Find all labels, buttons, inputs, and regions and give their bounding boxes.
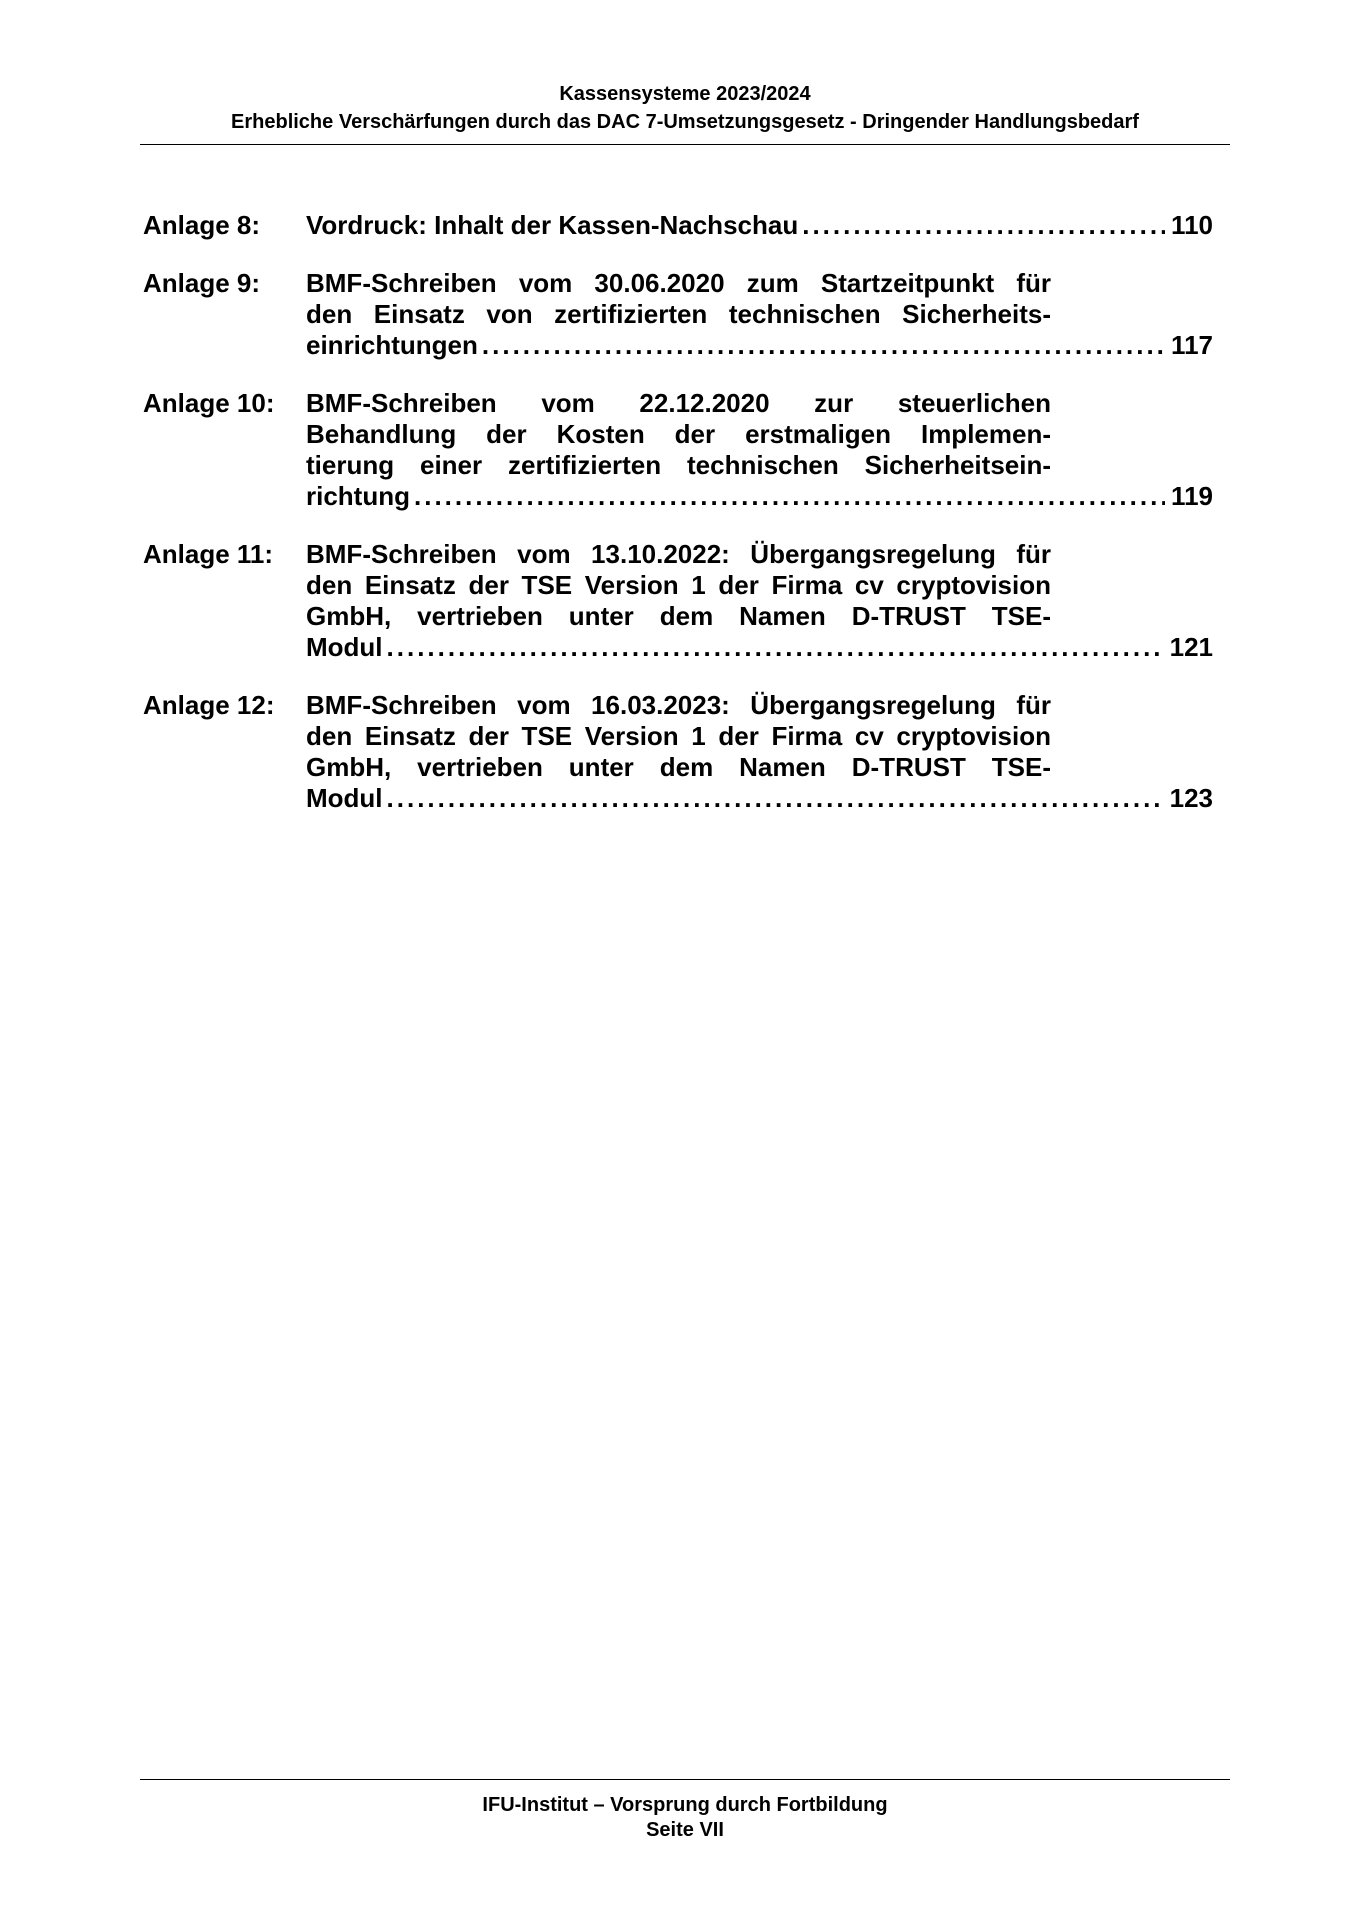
dot-leader [482,330,1165,361]
page-header [140,80,1230,136]
toc-entry[interactable] [143,210,1213,241]
toc-entry[interactable] [143,268,1213,361]
table-of-contents [143,210,1213,841]
toc-entry[interactable] [143,690,1213,814]
page-number-label: Seite VII [646,1819,724,1841]
toc-entry-body [306,388,1213,512]
toc-entry-text-line: richtung [306,481,410,511]
dot-leader [802,210,1165,241]
toc-page-number[interactable]: 121 [1169,632,1213,662]
header-divider [140,144,1230,145]
toc-entry-text-line: BMF-Schreiben vom 30.06.2020 zum Startzeitpunkt für [306,268,1051,298]
toc-entry-text-line: BMF-Schreiben vom 13.10.2022: Übergangsregelung für [306,539,1051,569]
toc-entry-text-line: tierung einer zertifizierten technischen Sicherheitsein- [306,450,1051,480]
toc-entry-body [306,539,1213,663]
toc-entry-text-line: den Einsatz der TSE Version 1 der Firma cv cryptovision [306,570,1051,600]
toc-page-number[interactable]: 117 [1171,330,1213,360]
toc-entry-text-line: Modul [306,783,383,813]
footer-institute: IFU-Institut – Vorsprung durch Fortbildung [482,1794,888,1816]
toc-entry-body [306,210,1213,241]
toc-entry-label: Anlage 11: [143,539,274,569]
footer-divider [140,1779,1230,1780]
toc-entry-label: Anlage 12: [143,690,275,720]
toc-entry-last-line [306,481,1213,512]
toc-entry-text-line: Modul [306,632,383,662]
dot-leader [414,481,1165,512]
toc-entry-label: Anlage 8: [143,210,261,240]
toc-entry-last-line [306,632,1213,663]
toc-page-number[interactable]: 123 [1169,783,1213,813]
toc-entry-last-line [306,783,1213,814]
toc-entry-label: Anlage 9: [143,268,261,298]
toc-entry-label: Anlage 10: [143,388,275,418]
toc-entry-body [306,268,1213,361]
toc-entry-text-line: BMF-Schreiben vom 16.03.2023: Übergangsregelung für [306,690,1051,720]
toc-entry-text-line: Behandlung der Kosten der erstmaligen Implemen- [306,419,1051,449]
toc-entry-text-line: den Einsatz von zertifizierten technischen Sicherheits- [306,299,1051,329]
page-footer [140,1793,1230,1843]
toc-entry-body [306,690,1213,814]
header-title: Kassensysteme 2023/2024 [559,83,811,105]
toc-entry-text-line: BMF-Schreiben vom 22.12.2020 zur steuerlichen [306,388,1051,418]
toc-entry-text-line: Vordruck: Inhalt der Kassen-Nachschau [306,210,799,240]
toc-entry-text-line: einrichtungen [306,330,478,360]
toc-entry-text-line: den Einsatz der TSE Version 1 der Firma cv cryptovision [306,721,1051,751]
dot-leader [387,783,1164,814]
toc-page-number[interactable]: 110 [1171,210,1213,240]
toc-entry-text-line: GmbH, vertrieben unter dem Namen D-TRUST TSE- [306,601,1051,631]
toc-entry[interactable] [143,539,1213,663]
toc-entry-last-line [306,330,1213,361]
header-subtitle: Erhebliche Verschärfungen durch das DAC 7-Umsetzungsgesetz - Dringender Handlungsbedarf [231,111,1139,133]
toc-entry-last-line [306,210,1213,241]
toc-page-number[interactable]: 119 [1171,481,1213,511]
toc-entry-text-line: GmbH, vertrieben unter dem Namen D-TRUST TSE- [306,752,1051,782]
toc-entry[interactable] [143,388,1213,512]
dot-leader [387,632,1164,663]
